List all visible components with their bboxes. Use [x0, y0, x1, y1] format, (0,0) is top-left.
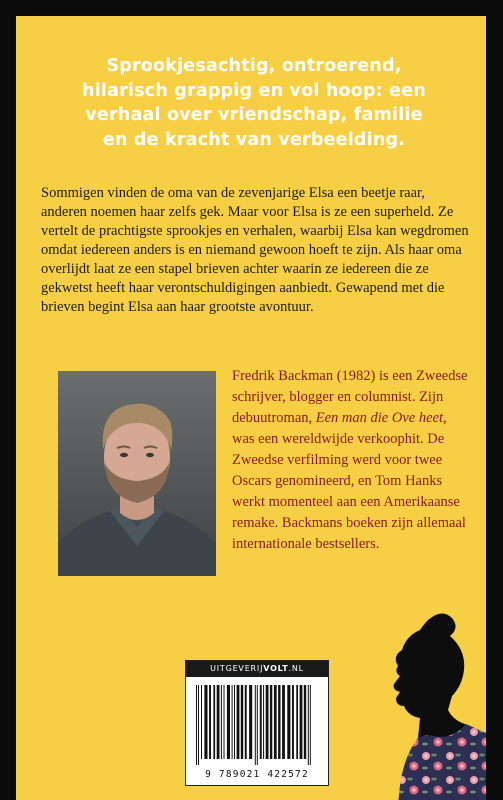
- tagline-line: verhaal over vriendschap, familie: [85, 105, 423, 125]
- barcode-bar: [213, 685, 215, 759]
- author-bio: [232, 366, 472, 555]
- barcode-icon: [194, 685, 320, 765]
- barcode-bar: [296, 685, 298, 759]
- isbn-number: 9 789021 422572: [205, 769, 309, 780]
- barcode-bar: [308, 685, 309, 765]
- tagline-line: en de kracht van verbeelding.: [102, 129, 406, 150]
- author-portrait-icon: [58, 371, 216, 576]
- barcode-bar: [209, 685, 211, 759]
- barcode-bar: [217, 685, 220, 759]
- publisher-label: [186, 661, 328, 677]
- barcode-bar: [300, 685, 303, 759]
- publisher-name: VOLT: [263, 664, 289, 673]
- barcode-bar: [241, 685, 243, 759]
- publisher-prefix: UITGEVERIJ: [210, 664, 264, 673]
- barcode-bar: [270, 685, 272, 759]
- back-cover: [16, 16, 486, 800]
- barcode-bar: [234, 685, 235, 759]
- barcode-bar: [249, 685, 252, 759]
- woman-silhouette-icon: [348, 606, 486, 800]
- author-photo: [58, 371, 216, 576]
- barcode-bar: [287, 685, 290, 759]
- barcode-bar: [310, 685, 311, 765]
- bio-text-part2: , was een wereldwijde verkoophit. De Zweedse verfilming werd voor twee Oscars genomineerd, en Tom Hanks werkt momenteel aan een Amerikaanse remake. Backmans boeken zijn allemaal internationale bestsellers.: [232, 410, 466, 552]
- publisher-suffix: .NL: [288, 664, 304, 673]
- barcode-bar: [224, 685, 225, 759]
- barcode-bar: [255, 685, 256, 765]
- barcode-bar: [304, 685, 306, 759]
- barcode-bar: [237, 685, 240, 759]
- bio-text-part1: Fredrik Backman (1982) is een Zweedse schrijver, blogger en columnist. Zijn debuutroman,: [232, 368, 468, 426]
- barcode-bar: [245, 685, 247, 759]
- barcode-bar: [263, 685, 264, 759]
- barcode-bar: [221, 685, 222, 759]
- barcode-bar: [257, 685, 258, 765]
- tagline-line: hilarisch grappig en vol hoop: een: [82, 80, 426, 101]
- tagline-line: Sprookjesachtig, ontroerend,: [106, 56, 402, 76]
- barcode-bar: [198, 685, 199, 765]
- barcode-bar: [260, 685, 262, 759]
- barcode-bar: [278, 685, 280, 759]
- barcode-bar: [266, 685, 269, 759]
- barcode-bar: [204, 685, 207, 759]
- bio-book-title: Een man die Ove heet: [315, 410, 443, 426]
- barcode-bar: [196, 685, 197, 765]
- barcode-bar: [201, 685, 202, 759]
- barcode-bar: [227, 685, 230, 759]
- isbn-barcode: [185, 660, 329, 786]
- barcode-bar: [282, 685, 285, 759]
- blurb-text: Sommigen vinden de oma van de zevenjarige Elsa een beetje raar, anderen noemen haar zelfs gek. Maar voor Elsa is ze een superheld. Ze vertelt de prachtigste sprookjes en verhalen, waarbij Elsa kan wegdromen omdat iedereen anders is en niemand gewoon hoeft te zijn. Als haar oma overlijdt laat ze een stapel brieven achter waarin ze iedereen die ze gekwetst heeft haar verontschuldigingen aanbiedt. Gewapend met die brieven begint Elsa aan haar grootste avontuur.: [41, 185, 469, 315]
- barcode-bar: [292, 685, 294, 759]
- barcode-bar: [274, 685, 277, 759]
- barcode-bar: [232, 685, 233, 759]
- tagline: [56, 54, 452, 152]
